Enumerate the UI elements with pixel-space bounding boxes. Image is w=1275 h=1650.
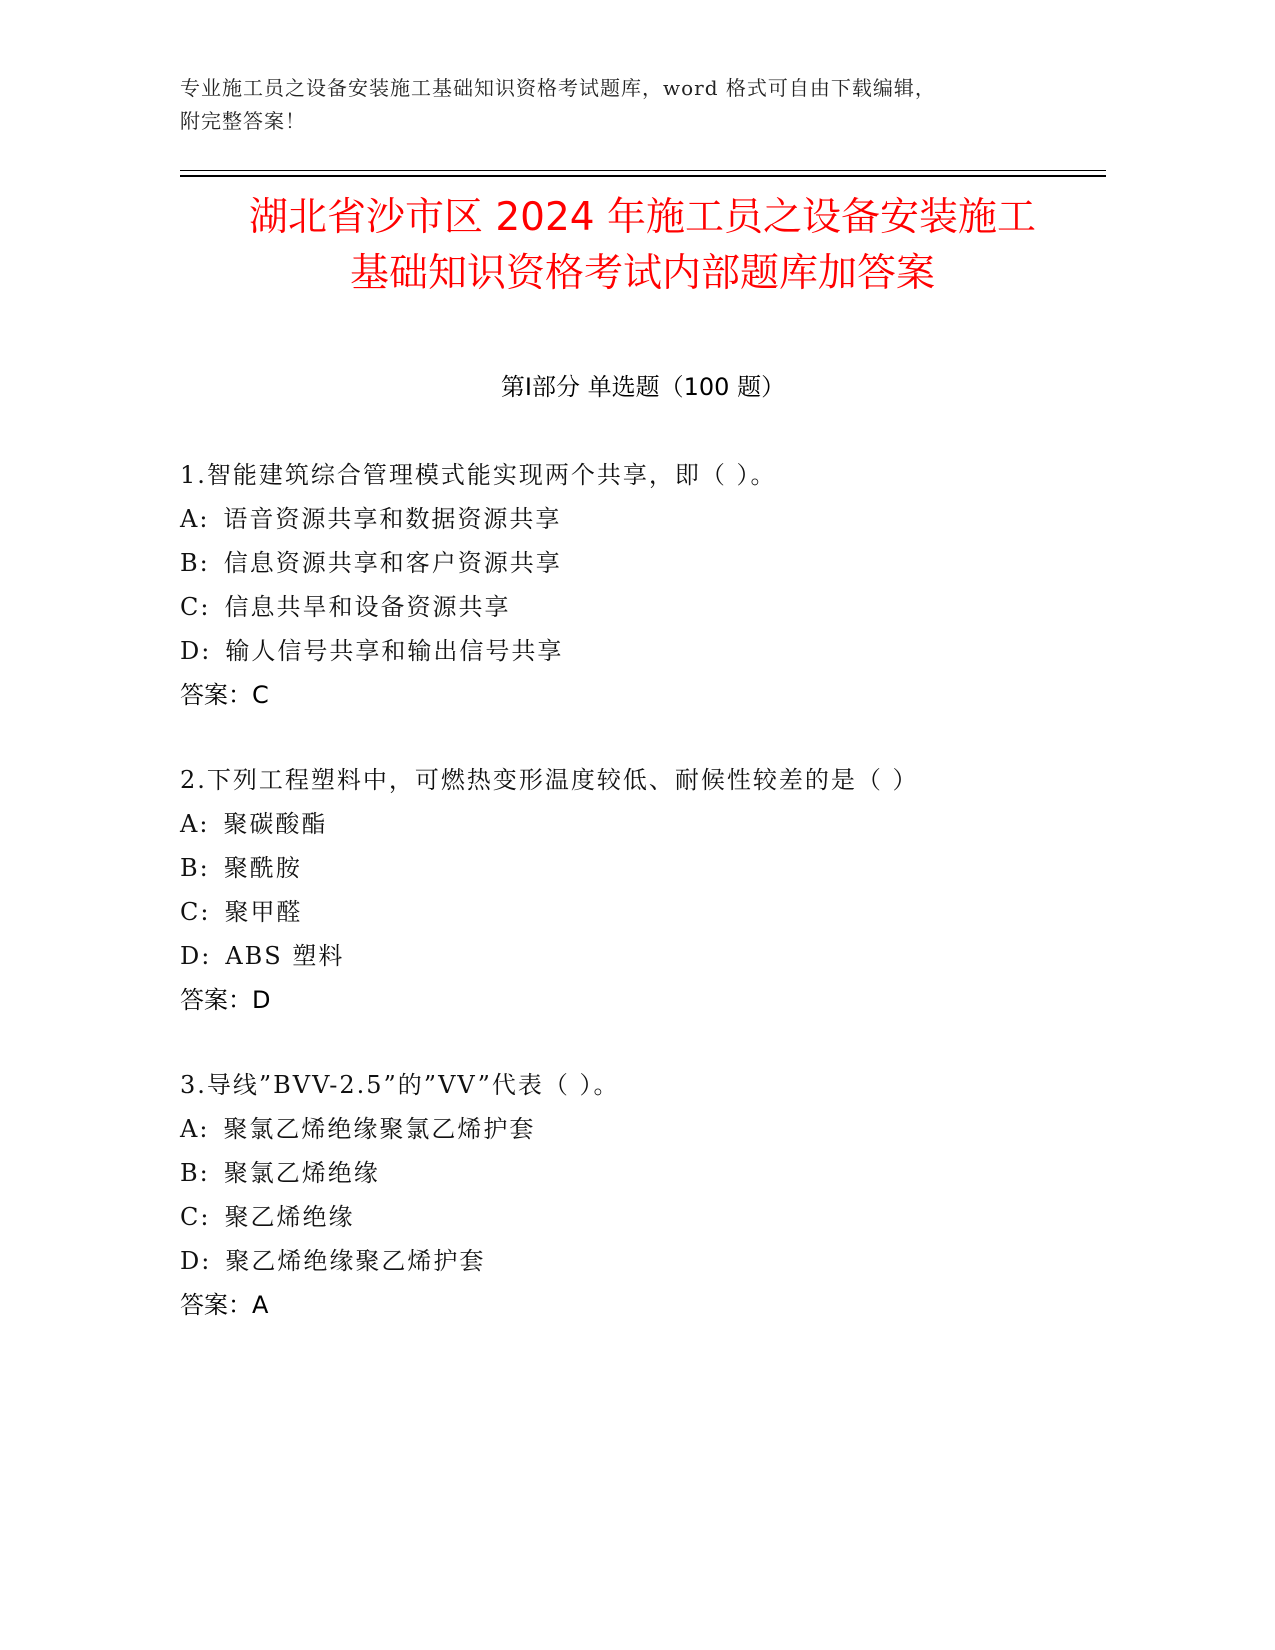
header-divider-thin <box>180 170 1106 171</box>
option-b <box>180 846 1110 890</box>
option-text: 聚氯乙烯绝缘 <box>223 1159 380 1187</box>
section-heading: 第Ⅰ部分 单选题（100 题） <box>500 373 786 401</box>
option-c <box>180 1195 1110 1239</box>
option-text: 聚乙烯绝缘聚乙烯护套 <box>225 1247 486 1275</box>
question-stem: 1.智能建筑综合管理模式能实现两个共享，即（ ）。 <box>180 461 777 489</box>
option-text: 聚乙烯绝缘 <box>224 1203 355 1231</box>
option-letter: D: <box>180 942 212 970</box>
option-b <box>180 1151 1110 1195</box>
option-letter: A: <box>180 810 210 838</box>
document-title-line-2: 基础知识资格考试内部题库加答案 <box>349 251 935 296</box>
header-note-line-2: 附完整答案！ <box>180 109 306 133</box>
option-text: 语音资源共享和数据资源共享 <box>223 505 562 533</box>
option-text: 信息共旱和设备资源共享 <box>224 593 511 621</box>
answer: 答案：A <box>180 1291 269 1319</box>
option-a <box>180 802 1110 846</box>
option-text: 信息资源共享和客户资源共享 <box>223 549 562 577</box>
option-letter: B: <box>180 854 210 882</box>
header-divider-thick <box>180 175 1106 177</box>
option-letter: B: <box>180 1159 210 1187</box>
header-note-line-1: 专业施工员之设备安装施工基础知识资格考试题库，word 格式可自由下载编辑， <box>180 76 936 100</box>
option-text: ABS 塑料 <box>225 942 345 970</box>
option-c <box>180 890 1110 934</box>
option-d <box>180 1239 1110 1283</box>
option-c <box>180 585 1110 629</box>
option-text: 聚甲醛 <box>224 898 303 926</box>
option-text: 输人信号共享和输出信号共享 <box>225 637 564 665</box>
document-title <box>150 190 1135 302</box>
option-letter: D: <box>180 637 212 665</box>
option-a <box>180 497 1110 541</box>
option-letter: C: <box>180 1203 211 1231</box>
option-text: 聚氯乙烯绝缘聚氯乙烯护套 <box>223 1115 536 1143</box>
option-a <box>180 1107 1110 1151</box>
option-letter: A: <box>180 505 210 533</box>
option-letter: C: <box>180 898 211 926</box>
document-title-line-1: 湖北省沙市区 2024 年施工员之设备安装施工 <box>248 195 1037 240</box>
option-d <box>180 629 1110 673</box>
question-stem: 2.下列工程塑料中，可燃热变形温度较低、耐候性较差的是（ ） <box>180 766 919 794</box>
option-letter: A: <box>180 1115 210 1143</box>
answer: 答案：C <box>180 681 269 709</box>
option-text: 聚碳酸酯 <box>223 810 328 838</box>
question-stem: 3.导线”BVV-2.5”的”VV”代表（ ）。 <box>180 1071 620 1099</box>
question-3 <box>180 1063 1110 1327</box>
option-b <box>180 541 1110 585</box>
option-letter: C: <box>180 593 211 621</box>
option-letter: B: <box>180 549 210 577</box>
answer: 答案：D <box>180 986 271 1014</box>
header-note <box>180 72 1080 138</box>
option-letter: D: <box>180 1247 212 1275</box>
question-1 <box>180 453 1110 717</box>
option-text: 聚酰胺 <box>223 854 302 882</box>
option-d <box>180 934 1110 978</box>
question-2 <box>180 758 1110 1022</box>
